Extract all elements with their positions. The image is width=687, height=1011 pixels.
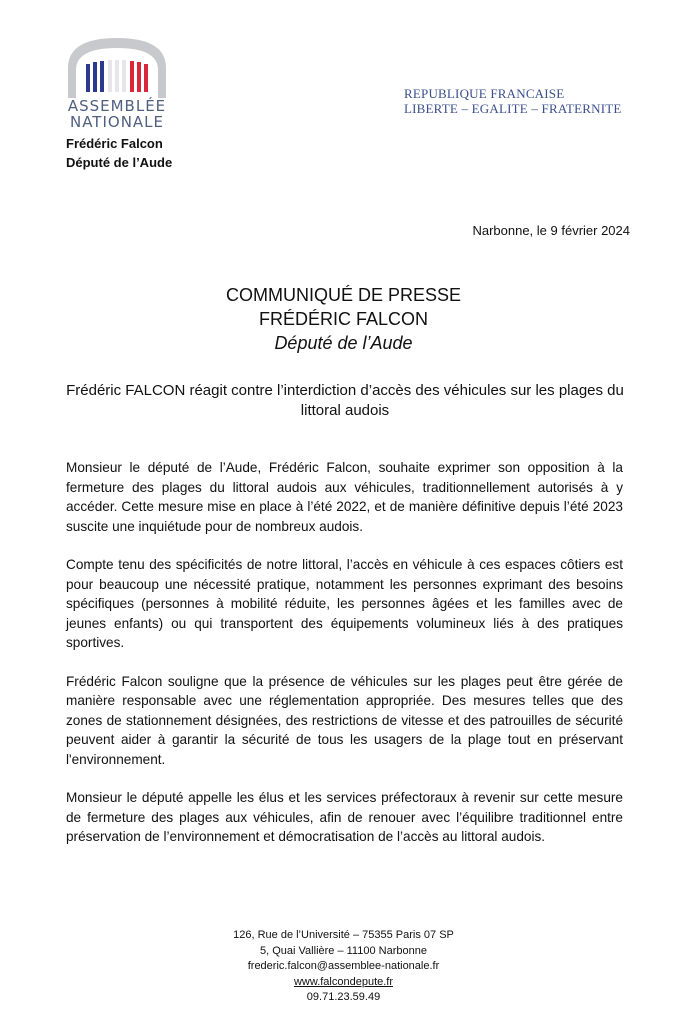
assemblee-nationale-logo: [64, 34, 170, 130]
title-line-1: COMMUNIQUÉ DE PRESSE: [225, 285, 462, 305]
title-line-2: FRÉDÉRIC FALCON: [258, 309, 429, 329]
motto-line: LIBERTE – EGALITE – FRATERNITE: [404, 101, 622, 116]
deputy-name: Frédéric Falcon: [66, 136, 163, 151]
deputy-block: [66, 134, 172, 172]
hemicycle-icon: [64, 34, 170, 98]
website-link[interactable]: www.falcondepute.fr: [293, 975, 394, 988]
title-line-3: Député de l’Aude: [274, 333, 413, 353]
republic-motto: [404, 86, 622, 116]
phone: 09.71.23.59.49: [306, 991, 381, 1003]
subject-heading: Frédéric FALCON réagit contre l’interdiction d’accès des véhicules sur les plages du littoral audois: [66, 382, 624, 419]
paragraph: Frédéric Falcon souligne que la présence de véhicules sur les plages peut être gérée de manière responsable avec une réglementation appropriée. Des mesures telles que des zones de stationnement désignées, des restrictions de vitesse et des patrouilles de sécurité peuvent aider à garantir la sécurité de tous les usagers de la plage tout en préservant l'environnement.: [66, 673, 623, 767]
date-line: Narbonne, le 9 février 2024: [472, 223, 630, 238]
paragraph: Monsieur le député de l’Aude, Frédéric Falcon, souhaite exprimer son opposition à la fermeture des plages du littoral audois aux véhicules, traditionnellement autorisés à y accéder. Cette mesure mise en place à l’été 2022, et de manière définitive depuis l’été 2023 suscite une inquiétude pour de nombreux audois.: [66, 460, 623, 534]
logo-text-nationale: NATIONALE: [69, 113, 165, 131]
paragraph: Compte tenu des spécificités de notre littoral, l’accès en véhicule à ces espaces côtiers est pour beaucoup une nécessité pratique, notamment les personnes exprimant des besoins spécifiques (personnes à mobilité réduite, les personnes âgées et les familles avec de jeunes enfants) ou qui transportent des équipements volumineux liés à des pratiques sportives.: [66, 557, 623, 650]
address-paris: 126, Rue de l’Université – 75355 Paris 07 SP: [233, 929, 454, 941]
footer-contact: [0, 928, 687, 1006]
document-title: [0, 283, 687, 355]
logo-text-assemblee: ASSEMBLÉE: [67, 97, 167, 115]
republic-line: REPUBLIQUE FRANCAISE: [404, 86, 565, 101]
body-text: [66, 458, 623, 866]
email: frederic.falcon@assemblee-nationale.fr: [247, 960, 440, 972]
address-narbonne: 5, Quai Vallière – 11100 Narbonne: [260, 944, 427, 957]
paragraph: Monsieur le député appelle les élus et les services préfectoraux à revenir sur cette mesure de fermeture des plages aux véhicules, afin de renouer avec l’équilibre traditionnel entre préservation de l’environnement et démocratisation de l’accès au littoral audois.: [66, 790, 623, 844]
deputy-title: Député de l’Aude: [66, 155, 173, 170]
